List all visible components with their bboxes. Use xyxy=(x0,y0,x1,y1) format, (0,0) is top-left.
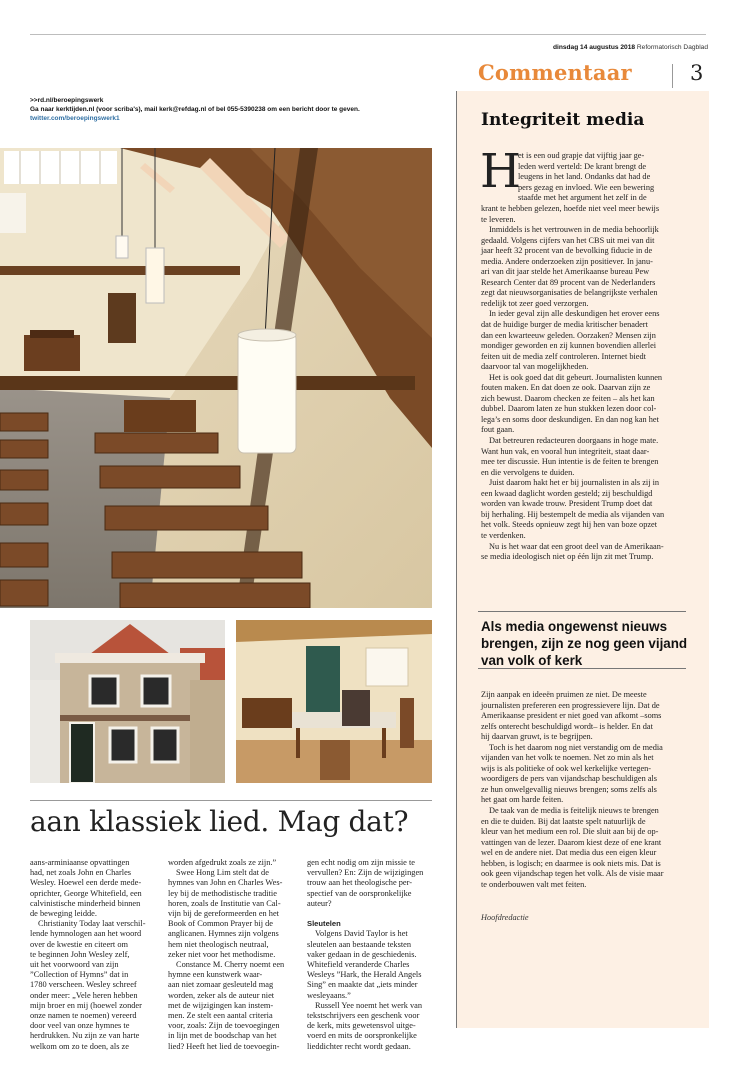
text-line: het volk. Steeds opnieuw zegt hij hen van boze opzet xyxy=(481,520,658,530)
text-line: Inmiddels is het vertrouwen in de media behoorlijk xyxy=(489,225,659,235)
text-line: jaar heeft 32 procent van de bevolking fiducie in de xyxy=(481,246,653,256)
text-line: gedaald. Volgens cijfers van het CBS uit mei van dit xyxy=(481,235,655,245)
text-line: voor, zoals: Zijn de toevoegingen xyxy=(168,1021,280,1031)
text-line: de beweging leidde. xyxy=(30,909,97,919)
text-line: In ieder geval zijn alle deskundigen het erover eens xyxy=(489,309,660,319)
text-line: 1780 verscheen. Wesley schreef xyxy=(30,980,137,990)
article-column-3 xyxy=(307,858,435,1058)
text-line: daarvoor tal van mogelijkheden. xyxy=(481,362,589,372)
text-line: onder meer: „Vele heren hebben xyxy=(30,990,138,1000)
headline-rule xyxy=(30,800,432,801)
text-line: welkom om zo te doen, als ze xyxy=(30,1041,129,1051)
newspaper-name: Reformatorisch Dagblad xyxy=(636,44,708,51)
text-line: Toch is het daarom nog niet verstandig om de media xyxy=(489,742,663,752)
issue-date: dinsdag 14 augustus 2018 xyxy=(552,44,636,51)
text-line: Book of Common Prayer bij de xyxy=(168,919,273,929)
text-line: Want hun vak, en vooral hun integriteit, staat daar- xyxy=(481,446,650,456)
text-line: Whitefield veranderde Charles xyxy=(307,960,410,970)
text-line: te onderbouwen valt met feiten. xyxy=(481,879,587,889)
text-line: ”Collection of Hymns” dat in xyxy=(30,970,129,980)
text-line: uit het voorwoord van zijn xyxy=(30,960,119,970)
text-line: Amerikaanse president er niet goed van afkomt –soms xyxy=(481,711,662,721)
text-line: de kerk, mits gewetensvol uitge- xyxy=(307,1021,416,1031)
text-line: pers gezag en invloed. Wie een bewering xyxy=(518,182,655,192)
text-line: journalisten prefereren een progressievere lijn. Dat de xyxy=(481,700,660,710)
text-line: Wesleys ”Hark, the Herald Angels xyxy=(307,970,422,980)
text-line: Christianity Today laat verschil- xyxy=(38,919,146,929)
text-line: oprichter, George Whitefield, een xyxy=(30,888,142,898)
dateline xyxy=(430,44,708,51)
text-line: Dat betreuren redacteuren doorgaans in hoge mate. xyxy=(489,436,659,446)
text-line: te leveren. xyxy=(481,214,516,224)
text-line: Russell Yee noemt het werk van xyxy=(315,1000,423,1010)
section-divider xyxy=(672,64,673,88)
text-line: ley bij de methodistische traditie xyxy=(168,888,277,898)
text-line: in lijn met de boodschap van het xyxy=(168,1031,277,1041)
text-line: vaker gedaan in de geschiedenis. xyxy=(307,949,417,959)
text-line: herdrukken. Nu zijn ze van harte xyxy=(30,1031,140,1041)
article-column-2 xyxy=(168,858,296,1058)
text-line: bij herhaling. Hij bestempelt de media als vijanden van xyxy=(481,509,665,519)
text-line: men. Ze stelt een aantal criteria xyxy=(168,1011,273,1021)
text-line: vervullen? En: Zijn de wijzigingen xyxy=(307,868,424,878)
text-line: Wesley. Hoewel een derde mede- xyxy=(30,878,142,888)
text-line: fout gaan. xyxy=(481,425,515,435)
text-line: se media ideologisch niet op één lijn zit met Trump. xyxy=(481,552,654,562)
editorial-body-continued xyxy=(481,690,703,890)
text-line: Sleutelen xyxy=(307,919,341,929)
text-line: hebben, is logisch; en daarmee is ook niets mis. Dat is xyxy=(481,858,661,868)
text-line: spectief van de oorspronkelijke xyxy=(307,888,412,898)
text-line: worden afgedrukt zoals ze zijn.” xyxy=(168,858,277,867)
text-line: media. Andere onderzoeken zijn positiever. In janu- xyxy=(481,256,653,266)
text-line: lied? Heeft het lied de toevoegin- xyxy=(168,1041,280,1051)
church-building-photo xyxy=(30,620,225,783)
page-number: 3 xyxy=(690,61,704,85)
top-rule xyxy=(30,34,706,35)
text-line: voerd en mits de oorspronkelijke xyxy=(307,1031,417,1041)
text-line: fouten maken. En dat doen ze ook. Daarvan zijn ze xyxy=(481,383,651,393)
editorial-title: Integriteit media xyxy=(481,110,645,130)
article-headline: aan klassiek lied. Mag dat? xyxy=(30,805,409,838)
text-line: auteur? xyxy=(307,898,332,908)
text-line: wel en de andere niet. Dat media dus een eigen kleur xyxy=(481,848,657,858)
text-line: te verdenken. xyxy=(481,530,526,540)
article-column-1 xyxy=(30,858,158,1058)
editorial-lead xyxy=(518,151,703,204)
text-line: Research Center dat 89 procent van de Nederlanders xyxy=(481,277,656,287)
text-line: zegt dat nieuwsorganisaties de belangrijkste verhalen xyxy=(481,288,658,298)
reference-contact: Ga naar kerktijden.nl (voor scriba's), mail kerk@refdag.nl of bel 055-5390238 om een bericht door te geven. xyxy=(30,106,360,113)
text-line: ze hun onwelgevallig nieuws brengen; soms zelfs als xyxy=(481,784,657,794)
text-line: te beginnen John Wesley zelf, xyxy=(30,949,130,959)
text-line: met de wijzigingen kan instem- xyxy=(168,1000,274,1010)
reference-link-twitter[interactable]: twitter.com/beroepingswerk1 xyxy=(30,115,120,122)
text-line: vijn bij de gereformeerden en het xyxy=(168,909,279,919)
text-line: dan een kwarteeuw geleden. Oorzaken? Mensen zijn xyxy=(481,330,656,340)
text-line: Sing” en maakte dat „iets minder xyxy=(307,980,418,990)
editorial-signoff: Hoofdredactie xyxy=(481,913,529,922)
text-line: en die vervolgens te duiden. xyxy=(481,467,575,477)
text-line: vattingen van de lezer. Daarom kiest deze of ene krant xyxy=(481,837,662,847)
church-interior-photo xyxy=(0,148,432,608)
text-line: anglicanen. Hymnes zijn volgens xyxy=(168,929,279,939)
text-line: trouw aan het theologische per- xyxy=(307,878,413,888)
text-line: zelfs onterecht beschuldigd wordt– is helder. En dat xyxy=(481,721,653,731)
text-line: Zijn aanpak en ideeën pruimen ze niet. De meeste xyxy=(481,690,647,699)
text-line: lieddichter recht wordt gedaan. xyxy=(307,1041,411,1051)
text-line: Juist daarom hakt het er bij journalisten in als zij in xyxy=(489,478,660,488)
text-line: feiten uit de media zelf controleren. Internet biedt xyxy=(481,351,646,361)
text-line: ari van dit jaar stelde het Amerikaanse bureau Pew xyxy=(481,267,650,277)
text-line: worden, zeker als de auteur niet xyxy=(168,990,275,1000)
text-line: worden van kwade trouw. President Trump doet dat xyxy=(481,499,653,509)
drop-cap: H xyxy=(480,144,521,199)
text-line: Swee Hong Lim stelt dat de xyxy=(176,868,269,878)
text-line: leugens in het land. Ondanks dat had de xyxy=(518,172,651,182)
text-line: Constance M. Cherry noemt een xyxy=(176,960,285,970)
text-line: Nu is het waar dat een groot deel van de Amerikaan- xyxy=(489,541,664,551)
reference-link-rd[interactable]: >>rd.nl/beroepingswerk xyxy=(30,97,104,104)
text-line: krant te hebben gelezen, hoefde niet veel meer bewijs xyxy=(481,204,660,213)
text-line: lende hymnologen aan het woord xyxy=(30,929,142,939)
text-line: De taak van de media is feitelijk nieuws te brengen xyxy=(489,806,659,816)
text-line: een kwaad daglicht worden gesteld; zij beschuldigd xyxy=(481,488,653,498)
pullquote-bottom-rule xyxy=(478,668,686,669)
reference-box xyxy=(30,96,430,123)
text-line: woordigers de pers van vijandschap beschuldigen als xyxy=(481,774,658,784)
text-line: tekstschrijvers een geschenk voor xyxy=(307,1011,420,1021)
pullquote-top-rule xyxy=(478,611,686,612)
section-title: Commentaar xyxy=(478,60,632,85)
text-line: Volgens David Taylor is het xyxy=(315,929,408,939)
pullquote: Als media ongewenst nieuws brengen, zijn ze nog geen vijand van volk of kerk xyxy=(481,619,688,668)
text-line: vijanden van het volk te noemen. Net zo min als het xyxy=(481,753,654,763)
text-line: lega’s en soms door deskundigen. En dan nog kan het xyxy=(481,414,659,424)
text-line: mee ter discussie. Hun intentie is de feiten te brengen xyxy=(481,457,659,467)
text-line: en die te duiden. Bij dat laatste spelt natuurlijk de xyxy=(481,816,646,826)
text-line: sleutelen aan bestaande teksten xyxy=(307,939,412,949)
text-line: calvinistische minderheid binnen xyxy=(30,898,141,908)
text-line: ook geen vijandschap tegen het volk. Als de visie maar xyxy=(481,869,664,879)
text-line: kleur van het medium een rol. Die sluit aan bij de op- xyxy=(481,827,659,837)
text-line: horen, zoals de Institutie van Cal- xyxy=(168,898,281,908)
text-line: het gaat om harde feiten. xyxy=(481,795,564,805)
text-line: wijs is als politieke of ook wel kerkelijke vertegen- xyxy=(481,763,652,773)
text-line: zich bewust. Daarom checken ze feiten – als het kan xyxy=(481,393,655,403)
meeting-room-photo xyxy=(236,620,432,783)
text-line: et is een oud grapje dat vijftig jaar ge- xyxy=(518,151,645,160)
text-line: leden werd verteld: De krant brengt de xyxy=(518,161,647,171)
text-line: gen echt nodig om zijn missie te xyxy=(307,858,415,867)
text-line: hij daarvan gruwt, is te begrijpen. xyxy=(481,732,593,742)
text-line xyxy=(307,909,435,919)
text-line: onze namen te noemen) vereerd xyxy=(30,1011,137,1021)
editorial-body xyxy=(481,204,703,563)
text-line: wesleyaans.” xyxy=(307,990,351,1000)
text-line: dubbel. Daarom laten ze hun stukken lezen door col- xyxy=(481,404,657,414)
text-line: mondiger geworden en zij kunnen bovendien allerlei xyxy=(481,341,657,351)
text-line: aan niet zomaar gesleuteld mag xyxy=(168,980,274,990)
text-line: hymnes van John en Charles Wes- xyxy=(168,878,283,888)
text-line: Het is ook goed dat dit gebeurt. Journalisten kunnen xyxy=(489,372,663,382)
text-line: dat de huidige burger de media kritischer benadert xyxy=(481,320,648,330)
text-line: redelijk tot zeer goed verzorgen. xyxy=(481,298,589,308)
text-line: had, net zoals John en Charles xyxy=(30,868,132,878)
text-line: staafde met het argument het zelf in de xyxy=(518,193,647,203)
text-line: aans-arminiaanse opvattingen xyxy=(30,858,130,867)
text-line: zeker niet voor het methodisme. xyxy=(168,949,276,959)
text-line: door veel van onze hymnes te xyxy=(30,1021,130,1031)
text-line: hymne een kunstwerk waar- xyxy=(168,970,263,980)
text-line: hem niet theologisch neutraal, xyxy=(168,939,269,949)
text-line: over de kwestie en citeert om xyxy=(30,939,128,949)
text-line: mijn broer en mij (hoewel zonder xyxy=(30,1000,142,1010)
